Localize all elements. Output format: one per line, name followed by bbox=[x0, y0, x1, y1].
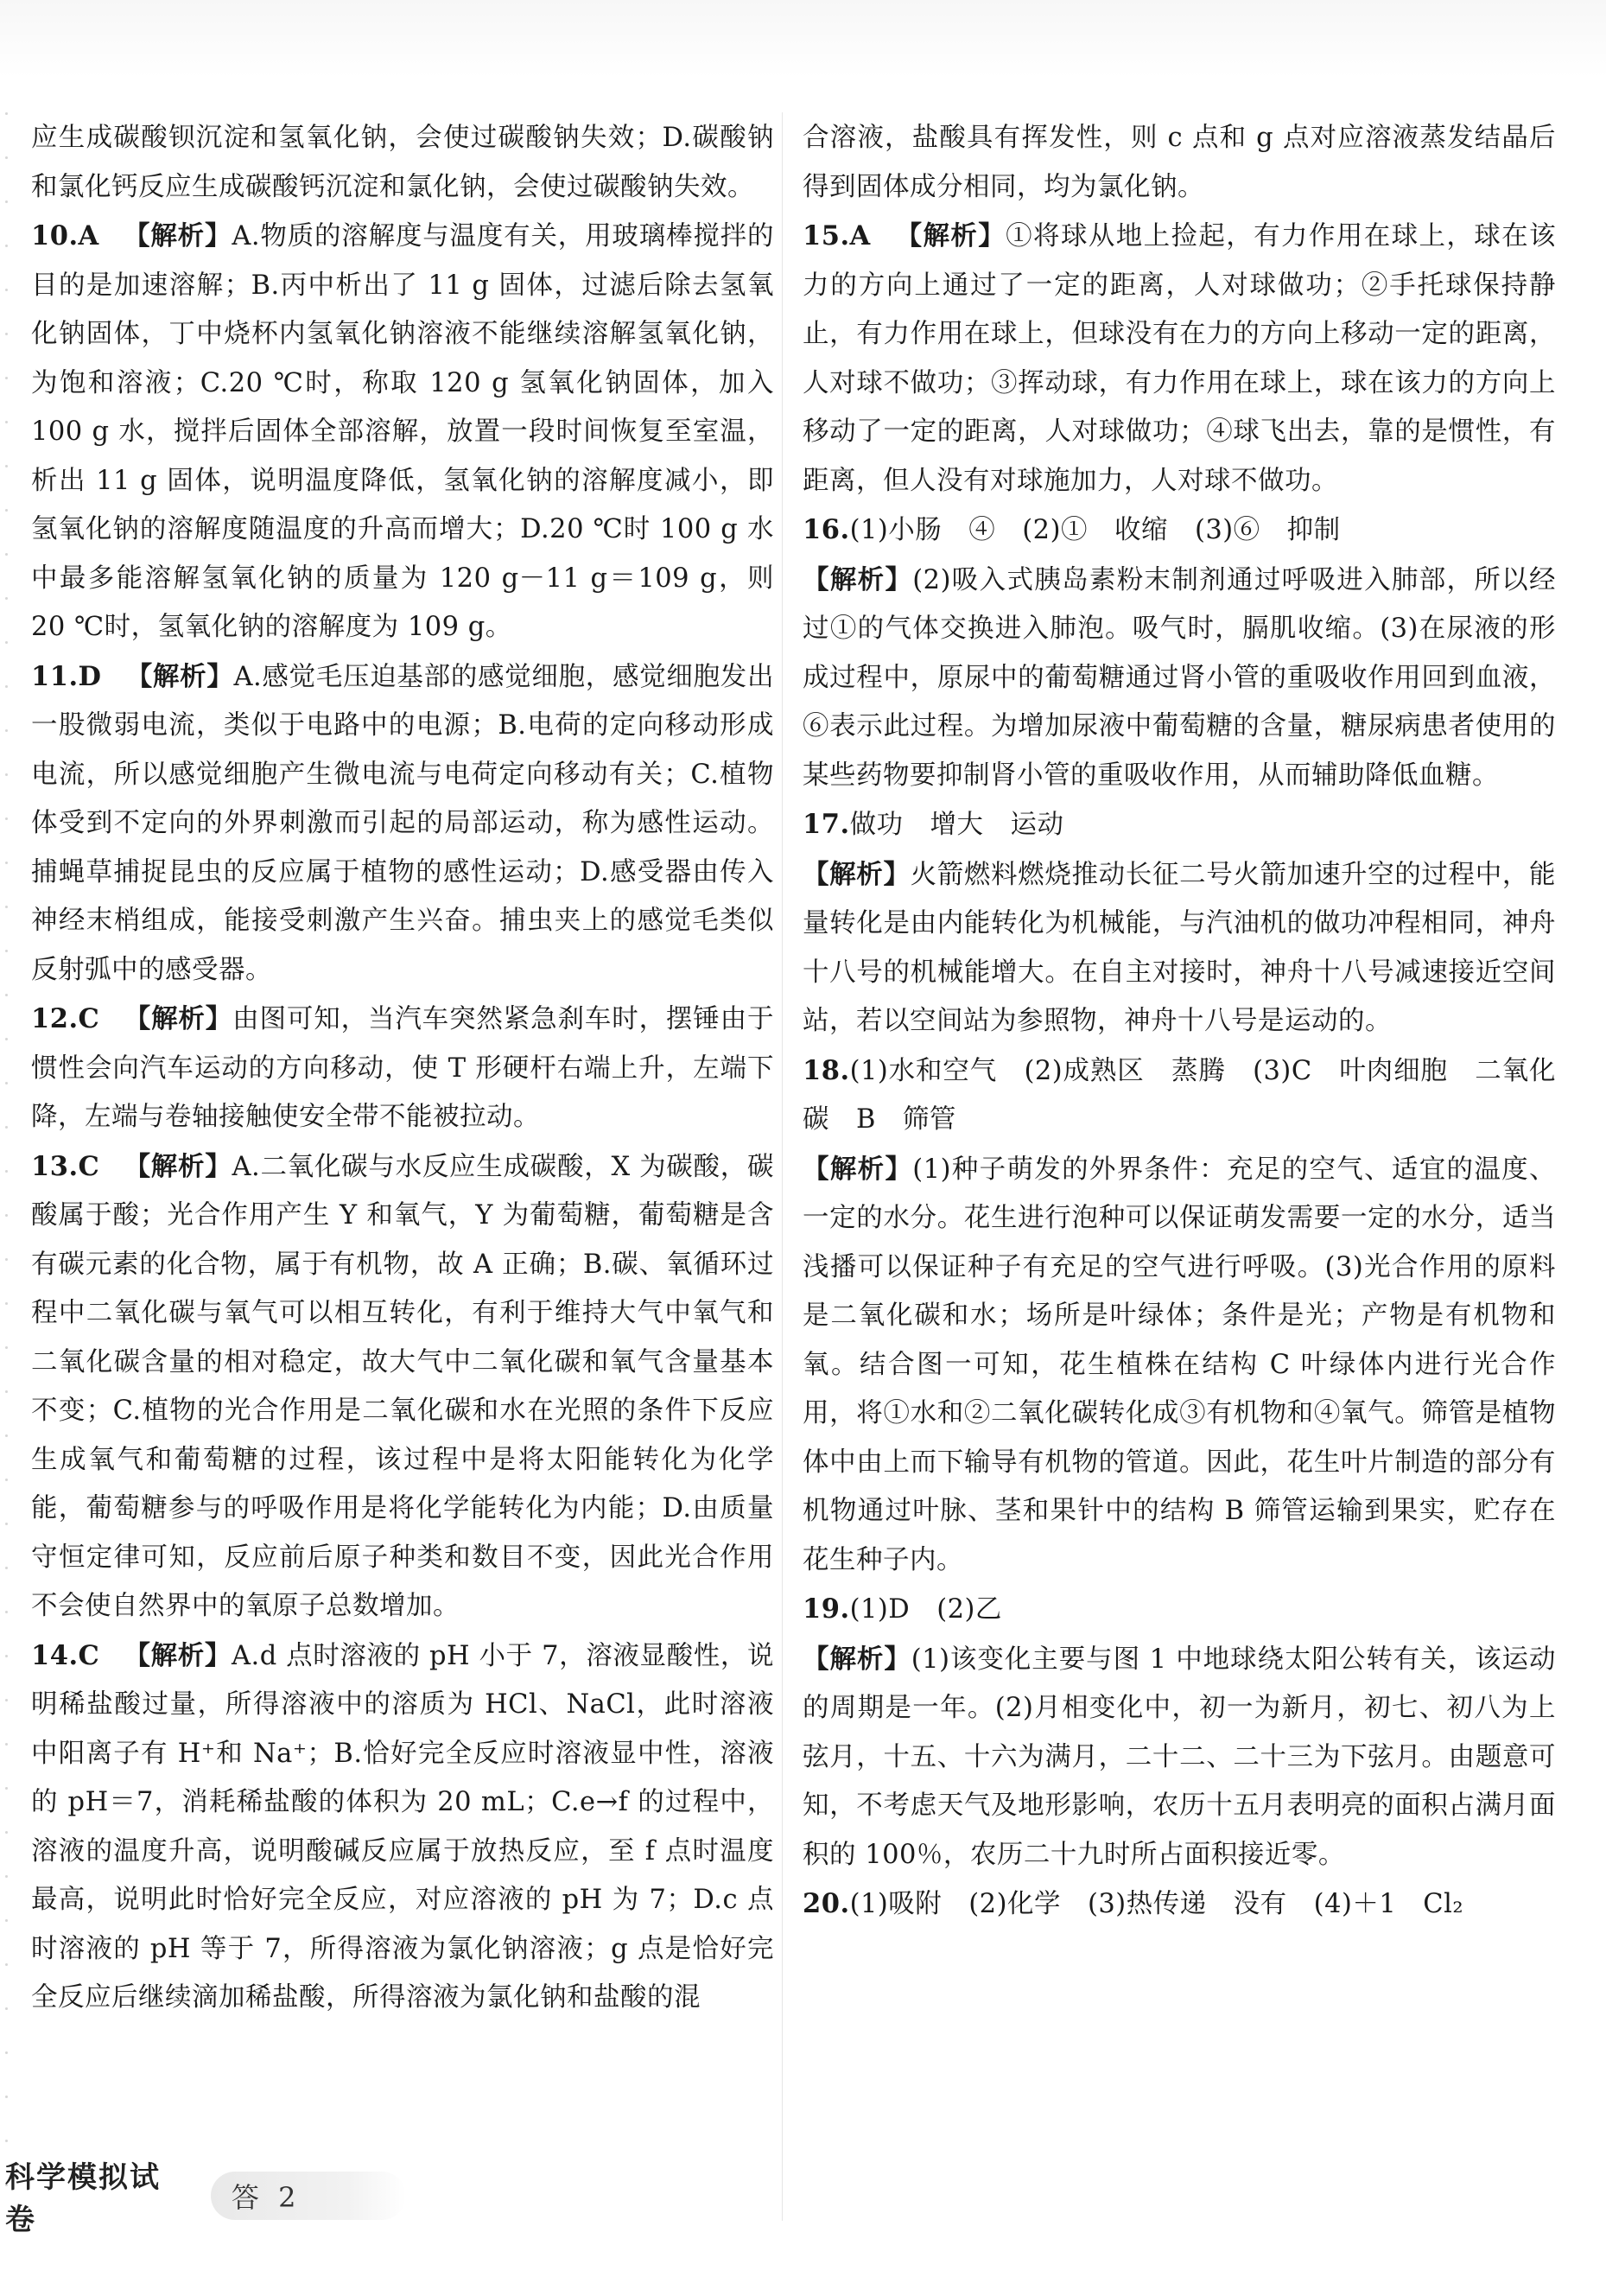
analysis-tag: 【解析】 bbox=[803, 563, 913, 595]
question-number: 19. bbox=[803, 1593, 850, 1625]
question-number: 12.C bbox=[31, 1003, 100, 1034]
analysis-18 bbox=[803, 1145, 1556, 1586]
answer-18 bbox=[803, 1046, 1556, 1145]
edge-dot bbox=[5, 377, 8, 379]
edge-dot bbox=[5, 1390, 8, 1393]
analysis-19 bbox=[803, 1635, 1556, 1880]
answer-20 bbox=[803, 1879, 1556, 1930]
continued-paragraph: 应生成碳酸钡沉淀和氢氧化钠，会使过碳酸钠失效；D.碳酸钠和氯化钙反应生成碳酸钙沉淀和氯化钠，会使过碳酸钠失效。 bbox=[31, 123, 774, 202]
edge-dot bbox=[5, 1787, 8, 1790]
edge-dot bbox=[5, 641, 8, 644]
page-footer bbox=[0, 2160, 406, 2237]
answer-key: (1)吸附 (2)化学 (3)热传递 没有 (4)＋1 Cl₂ bbox=[849, 1889, 1464, 1919]
edge-dot bbox=[5, 685, 8, 688]
question-number: 15.A bbox=[803, 220, 871, 251]
answer-16 bbox=[803, 506, 1556, 556]
binding-edge-dots bbox=[5, 112, 10, 2221]
edge-dot bbox=[5, 1743, 8, 1746]
edge-dot bbox=[5, 1170, 8, 1173]
question-number: 13.C bbox=[31, 1150, 100, 1182]
edge-dot bbox=[5, 1963, 8, 1966]
analysis-text: 由图可知，当汽车突然紧急刹车时，摆锤由于惯性会向汽车运动的方向移动，使 T 形硬杆右端上升，左端下降，左端与卷轴接触使安全带不能被拉动。 bbox=[31, 1004, 775, 1132]
edge-dot bbox=[5, 1831, 8, 1834]
analysis-tag: 【解析】 bbox=[803, 858, 911, 890]
edge-dot bbox=[5, 817, 8, 820]
edge-dot bbox=[5, 509, 8, 512]
analysis-tag: 【解析】 bbox=[124, 1003, 233, 1034]
answer-19 bbox=[803, 1585, 1556, 1635]
answer-key: (1)水和空气 (2)成熟区 蒸腾 (3)C 叶肉细胞 二氧化碳 B 筛管 bbox=[803, 1055, 1556, 1135]
analysis-text: ①将球从地上捡起，有力作用在球上，球在该力的方向上通过了一定的距离，人对球做功；②手托球保持静止，有力作用在球上，但球没有在力的方向上移动一定的距离，人对球不做功；③挥动球，有力作用在球上，球在该力的方向上移动了一定的距离，人对球做功；④球飞出去，靠的是惯性，有距离，但人没有对球施加力，人对球不做功。 bbox=[803, 221, 1557, 496]
answer-14 bbox=[31, 1631, 774, 2023]
analysis-text: A.d 点时溶液的 pH 小于 7，溶液显酸性，说明稀盐酸过量，所得溶液中的溶质为 HCl、NaCl，此时溶液中阳离子有 H⁺和 Na⁺；B.恰好完全反应时溶液显中性，溶液的 pH＝7，消耗稀盐酸的体积为 20 mL；C.e→f 的过程中，溶液的温度升高，说明酸碱反应属于放热反应，至 f 点时温度最高，说明此时恰好完全反应，对应溶液的 pH 为 7；D.c 点时溶液的 pH 等于 7，所得溶液为氯化钠溶液；g 点是恰好完全反应后继续滴加稀盐酸，所得溶液为氯化钠和盐酸的混 bbox=[31, 1640, 775, 2013]
answer-key: (1)D (2)乙 bbox=[849, 1594, 1002, 1625]
answer-13 bbox=[31, 1142, 774, 1631]
analysis-text: (1)该变化主要与图 1 中地球绕太阳公转有关，该运动的周期是一年。(2)月相变化中，初一为新月，初七、初八为上弦月，十五、十六为满月，二十二、二十三为下弦月。由题意可知，不考虑天气及地形影响，农历十五月表明亮的面积占满月面积的 100％，农历二十九时所占面积接近零。 bbox=[803, 1644, 1557, 1870]
analysis-tag: 【解析】 bbox=[894, 220, 1006, 251]
edge-dot bbox=[5, 1082, 8, 1084]
analysis-tag: 【解析】 bbox=[124, 1150, 232, 1182]
answer-key: (1)小肠 ④ (2)① 收缩 (3)⑥ 抑制 bbox=[849, 515, 1341, 545]
edge-dot bbox=[5, 1875, 8, 1878]
edge-dot bbox=[5, 2096, 8, 2098]
edge-dot bbox=[5, 465, 8, 467]
answer-12 bbox=[31, 995, 774, 1142]
edge-dot bbox=[5, 1126, 8, 1129]
edge-dot bbox=[5, 1258, 8, 1261]
edge-dot bbox=[5, 773, 8, 776]
edge-dot bbox=[5, 2051, 8, 2054]
question-number: 11.D bbox=[31, 660, 102, 692]
edge-dot bbox=[5, 906, 8, 908]
edge-dot bbox=[5, 200, 8, 203]
edge-dot bbox=[5, 950, 8, 952]
edge-dot bbox=[5, 729, 8, 732]
analysis-tag: 【解析】 bbox=[125, 660, 234, 692]
edge-dot bbox=[5, 1214, 8, 1217]
edge-dot bbox=[5, 553, 8, 556]
question-number: 18. bbox=[803, 1054, 850, 1086]
edge-dot bbox=[5, 862, 8, 864]
question-number: 10.A bbox=[31, 220, 99, 251]
exam-title: 科学模拟试卷 bbox=[5, 2160, 161, 2237]
page-number-badge: 答 2 bbox=[211, 2172, 406, 2220]
edge-dot bbox=[5, 1434, 8, 1437]
analysis-text: A.物质的溶解度与温度有关，用玻璃棒搅拌的目的是加速溶解；B.丙中析出了 11 g 固体，过滤后除去氢氧化钠固体，丁中烧杯内氢氧化钠溶液不能继续溶解氢氧化钠，为饱和溶液；C.20 ℃时，称取 120 g 氢氧化钠固体，加入 100 g 水，搅拌后固体全部溶解，放置一段时间恢复至室温，析出 11 g 固体，说明温度降低，氢氧化钠的溶解度减小，即氢氧化钠的溶解度随温度的升高而增大；D.20 ℃时 100 g 水中最多能溶解氢氧化钠的质量为 120 g－11 g＝109 g，则 20 ℃时，氢氧化钠的溶解度为 109 g。 bbox=[31, 221, 774, 642]
edge-dot bbox=[5, 597, 8, 600]
answer-15 bbox=[803, 212, 1556, 506]
edge-dot bbox=[5, 156, 8, 159]
answer-17 bbox=[803, 800, 1556, 850]
analysis-tag: 【解析】 bbox=[803, 1643, 911, 1675]
edge-dot bbox=[5, 1479, 8, 1481]
edge-dot bbox=[5, 289, 8, 291]
analysis-17 bbox=[803, 850, 1556, 1046]
edge-dot bbox=[5, 333, 8, 335]
question-number: 17. bbox=[803, 809, 850, 840]
analysis-tag: 【解析】 bbox=[123, 220, 232, 251]
analysis-tag: 【解析】 bbox=[803, 1153, 913, 1185]
page-top-shade bbox=[0, 0, 1606, 78]
analysis-16 bbox=[803, 556, 1556, 801]
question-number: 16. bbox=[803, 514, 850, 545]
edge-dot bbox=[5, 994, 8, 996]
analysis-text: A.感觉毛压迫基部的感觉细胞，感觉细胞发出一股微弱电流，类似于电路中的电源；B.电荷的定向移动形成电流，所以感觉细胞产生微电流与电荷定向移动有关；C.植物体受到不定向的外界刺激而引起的局部运动，称为感性运动。捕蝇草捕捉昆虫的反应属于植物的感性运动；D.感受器由传入神经末梢组成，能接受刺激产生兴奋。捕虫夹上的感觉毛类似反射弧中的感受器。 bbox=[31, 661, 774, 985]
edge-dot bbox=[5, 1919, 8, 1922]
answer-key: 做功 增大 运动 bbox=[849, 810, 1064, 840]
analysis-text: (2)吸入式胰岛素粉末制剂通过呼吸进入肺部，所以经过①的气体交换进入肺泡。吸气时，膈肌收缩。(3)在尿液的形成过程中，原尿中的葡萄糖通过肾小管的重吸收作用回到血液，⑥表示此过程。为增加尿液中葡萄糖的含量，糖尿病患者使用的某些药物要抑制肾小管的重吸收作用，从而辅助降低血糖。 bbox=[803, 564, 1557, 791]
edge-dot bbox=[5, 1655, 8, 1657]
edge-dot bbox=[5, 1567, 8, 1569]
column-divider bbox=[782, 112, 783, 2221]
edge-dot bbox=[5, 1038, 8, 1040]
answer-10 bbox=[31, 212, 774, 652]
edge-dot bbox=[5, 1346, 8, 1349]
edge-dot bbox=[5, 1699, 8, 1701]
edge-dot bbox=[5, 112, 8, 115]
left-column bbox=[31, 114, 774, 2023]
edge-dot bbox=[5, 421, 8, 423]
question-number: 20. bbox=[803, 1888, 850, 1919]
analysis-text: A.二氧化碳与水反应生成碳酸，X 为碳酸，碳酸属于酸；光合作用产生 Y 和氧气，Y 为葡萄糖，葡萄糖是含有碳元素的化合物，属于有机物，故 A 正确；B.碳、氧循环过程中二氧化碳与氧气可以相互转化，有利于维持大气中氧气和二氧化碳含量的相对稳定，故大气中二氧化碳和氧气含量基本不变；C.植物的光合作用是二氧化碳和水在光照的条件下反应生成氧气和葡萄糖的过程，该过程中是将太阳能转化为化学能，葡萄糖参与的呼吸作用是将化学能转化为内能；D.由质量守恒定律可知，反应前后原子种类和数目不变，因此光合作用不会使自然界中的氧原子总数增加。 bbox=[31, 1151, 774, 1621]
continued-paragraph: 合溶液，盐酸具有挥发性，则 c 点和 g 点对应溶液蒸发结晶后得到固体成分相同，均为氯化钠。 bbox=[803, 123, 1556, 202]
edge-dot bbox=[5, 2140, 8, 2142]
analysis-tag: 【解析】 bbox=[124, 1639, 232, 1671]
right-column bbox=[803, 114, 1556, 1930]
question-number: 14.C bbox=[31, 1639, 100, 1671]
edge-dot bbox=[5, 2007, 8, 2010]
analysis-text: 火箭燃料燃烧推动长征二号火箭加速升空的过程中，能量转化是由内能转化为机械能，与汽油机的做功冲程相同，神舟十八号的机械能增大。在自主对接时，神舟十八号减速接近空间站，若以空间站为参照物，神舟十八号是运动的。 bbox=[803, 859, 1556, 1036]
edge-dot bbox=[5, 1611, 8, 1613]
edge-dot bbox=[5, 1302, 8, 1305]
edge-dot bbox=[5, 1523, 8, 1525]
analysis-text: (1)种子萌发的外界条件：充足的空气、适宜的温度、一定的水分。花生进行泡种可以保证萌发需要一定的水分，适当浅播可以保证种子有充足的空气进行呼吸。(3)光合作用的原料是二氧化碳和水；场所是叶绿体；条件是光；产物是有机物和氧。结合图一可知，花生植株在结构 C 叶绿体内进行光合作用，将①水和②二氧化碳转化成③有机物和④氧气。筛管是植物体中由上而下输导有机物的管道。因此，花生叶片制造的部分有机物通过叶脉、茎和果针中的结构 B 筛管运输到果实，贮存在花生种子内。 bbox=[803, 1154, 1557, 1575]
answer-11 bbox=[31, 652, 774, 995]
edge-dot bbox=[5, 245, 8, 247]
